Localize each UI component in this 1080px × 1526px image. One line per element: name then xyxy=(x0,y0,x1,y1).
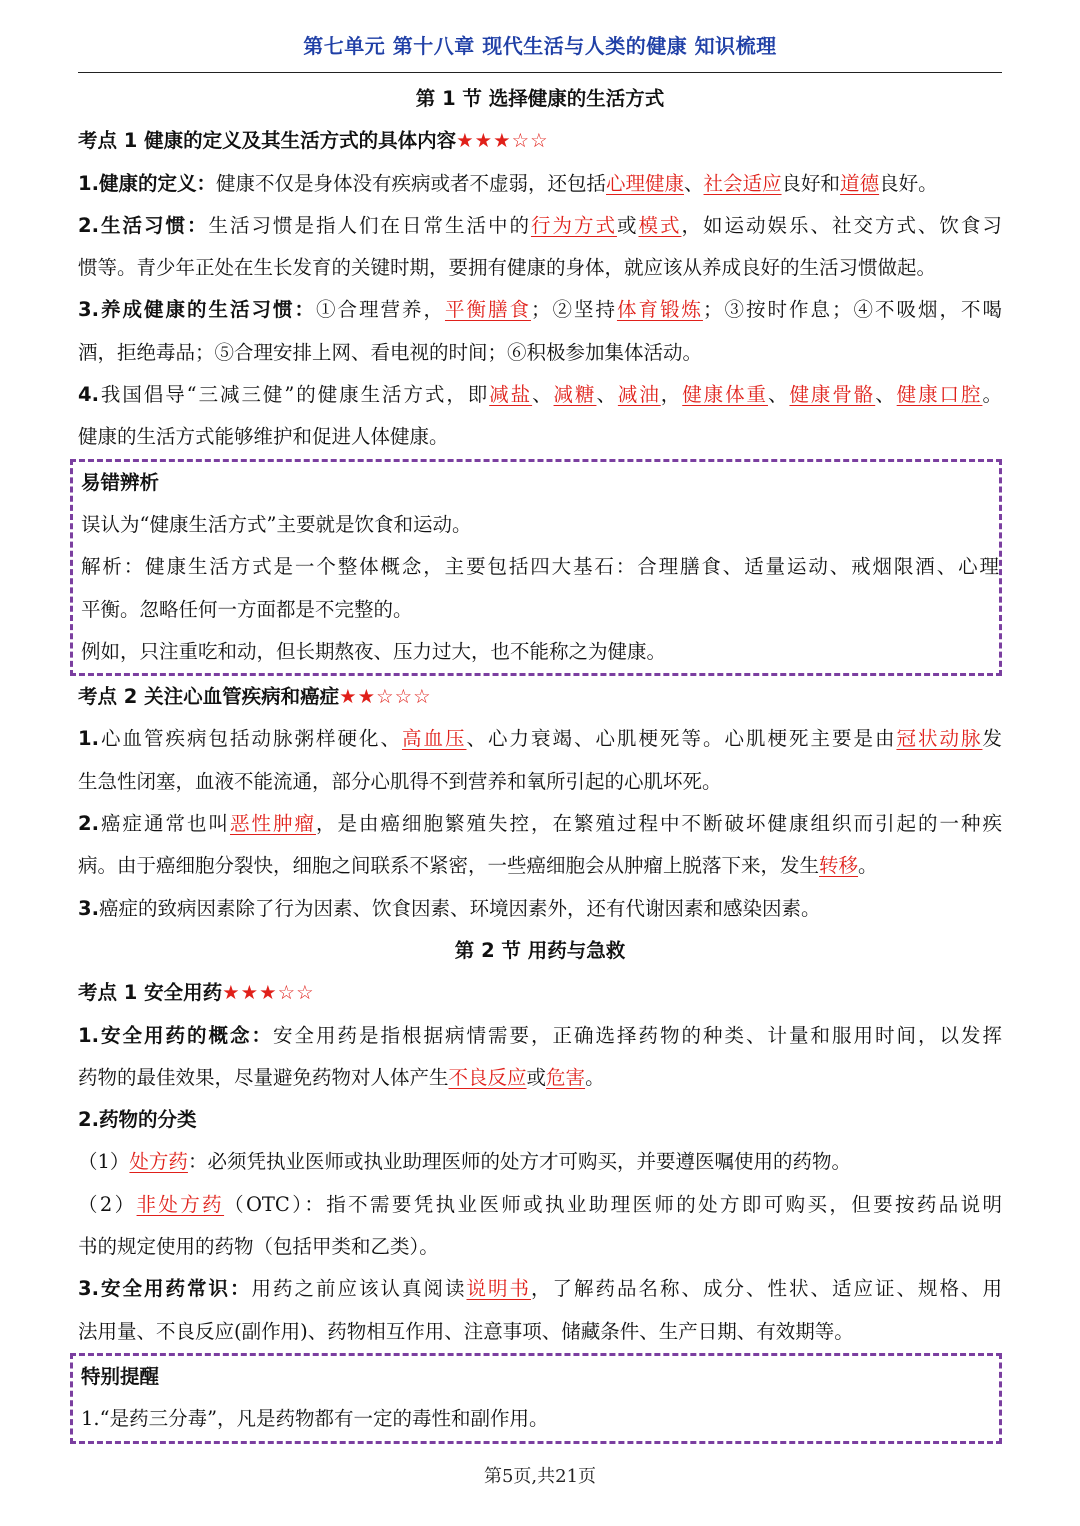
header-divider xyxy=(78,72,1002,73)
text: 、 xyxy=(768,383,790,407)
text: 安全用药是指根据病情需要，正确选择药物的种类、计量和服用时间，以发挥 xyxy=(272,1023,1002,1047)
text: 、 xyxy=(596,383,618,407)
key-term: 减油 xyxy=(617,383,661,407)
text: 生活习惯是指人们在日常生活中的 xyxy=(208,213,531,237)
text: 或 xyxy=(526,1065,547,1089)
text: ，如运动娱乐、社交方式、饮食习 xyxy=(681,213,1002,237)
box-line: 误认为“健康生活方式”主要就是饮食和运动。 xyxy=(81,512,472,536)
term-label: 4. xyxy=(78,383,99,407)
box-line: 解析：健康生活方式是一个整体概念，主要包括四大基石：合理膳食、适量运动、戒烟限酒、心理 xyxy=(81,555,999,579)
text: 心血管疾病包括动脉粥样硬化、 xyxy=(98,727,402,751)
text: 、心力衰竭、心肌梗死等。心肌梗死主要是由 xyxy=(466,727,897,751)
subheading: 2.药物的分类 xyxy=(78,1108,197,1132)
text: 癌症的致病因素除了行为因素、饮食因素、环境因素外，还有代谢因素和感染因素。 xyxy=(98,896,821,920)
text: ，是由癌细胞繁殖失控，在繁殖过程中不断破坏健康组织而引起的一种疾 xyxy=(315,812,1002,836)
paragraph xyxy=(78,888,1002,930)
key-term: 高血压 xyxy=(401,727,467,751)
paragraph-continuation: 生急性闭塞，血液不能流通，部分心肌得不到营养和氧所引起的心肌坏死。 xyxy=(78,769,722,793)
key-term: 冠状动脉 xyxy=(896,727,983,751)
text: ， xyxy=(660,383,683,407)
paragraph xyxy=(78,374,1002,416)
text: ①合理营养， xyxy=(315,298,445,322)
key-term: 平衡膳食 xyxy=(444,298,531,322)
text: 用药之前应该认真阅读 xyxy=(251,1277,467,1301)
text: 或 xyxy=(616,213,639,237)
text: 健康不仅是身体没有疾病或者不虚弱，还包括 xyxy=(215,171,606,195)
term-label: 1. xyxy=(78,727,99,751)
section-title: 第 1 节 选择健康的生活方式 xyxy=(415,87,665,110)
paragraph xyxy=(78,163,1002,205)
key-point-title: 考点 1 健康的定义及其生活方式的具体内容 xyxy=(78,129,457,153)
key-term: 非处方药 xyxy=(136,1192,225,1216)
key-term: 模式 xyxy=(638,213,682,237)
key-term: 减盐 xyxy=(489,383,533,407)
box-line: 例如，只注重吃和动，但长期熬夜、压力过大，也不能称之为健康。 xyxy=(81,639,667,663)
paragraph xyxy=(78,205,1002,247)
paragraph-continuation: 酒，拒绝毒品；⑤合理安排上网、看电视的时间；⑥积极参加集体活动。 xyxy=(78,340,703,364)
key-term: 健康骨骼 xyxy=(789,383,876,407)
paragraph xyxy=(78,289,1002,331)
box-line: 平衡。忽略任何一方面都是不完整的。 xyxy=(81,597,413,621)
text: 癌症通常也叫 xyxy=(98,812,230,836)
text: 。 xyxy=(982,383,1002,407)
key-term: 道德 xyxy=(840,171,880,195)
special-reminder-box xyxy=(70,1353,1002,1444)
paragraph-continuation: 书的规定使用的药物（包括甲类和乙类）。 xyxy=(78,1235,439,1259)
text: ；③按时作息；④不吸烟，不喝 xyxy=(702,298,1002,322)
key-point-title: 考点 2 关注心血管疾病和癌症 xyxy=(78,685,340,709)
term-label: 3.安全用药常识： xyxy=(78,1277,252,1301)
key-term: 不良反应 xyxy=(448,1065,527,1089)
term-label: 2. xyxy=(78,812,99,836)
key-point-title: 考点 1 安全用药 xyxy=(78,981,223,1005)
document-body xyxy=(78,78,1002,1444)
text: 。 xyxy=(585,1065,605,1089)
text: 、 xyxy=(875,383,897,407)
key-term: 社会适应 xyxy=(703,171,782,195)
text: 发 xyxy=(982,727,1002,751)
text: ，了解药品名称、成分、性状、适应证、规格、用 xyxy=(530,1277,1002,1301)
box-line: 1.“是药三分毒”，凡是药物都有一定的毒性和副作用。 xyxy=(81,1407,549,1431)
key-term: 转移 xyxy=(819,854,859,878)
paragraph-continuation: 惯等。青少年正处在生长发育的关键时期，要拥有健康的身体，就应该从养成良好的生活习惯做起。 xyxy=(78,256,937,280)
key-term: 危害 xyxy=(546,1065,586,1089)
text: ；②坚持 xyxy=(530,298,617,322)
term-label: 3. xyxy=(78,896,99,920)
term-label: 2.生活习惯： xyxy=(78,213,209,237)
key-term: 处方药 xyxy=(129,1150,188,1174)
paragraph-continuation: 健康的生活方式能够维护和促进人体健康。 xyxy=(78,425,449,449)
text: 药物的最佳效果，尽量避免药物对人体产生 xyxy=(78,1065,449,1089)
page-header-title: 第七单元 第十八章 现代生活与人类的健康 知识梳理 xyxy=(303,34,777,58)
key-point-heading xyxy=(78,676,1002,718)
star-rating: ★★★☆☆ xyxy=(456,129,549,153)
key-term: 减糖 xyxy=(553,383,597,407)
box-title: 易错辨析 xyxy=(81,470,160,494)
key-term: 健康口腔 xyxy=(896,383,983,407)
list-item xyxy=(78,1184,1002,1226)
paragraph-continuation: 法用量、不良反应(副作用)、药物相互作用、注意事项、储藏条件、生产日期、有效期等。 xyxy=(78,1319,854,1343)
key-term: 说明书 xyxy=(466,1277,531,1301)
star-rating: ★★★☆☆ xyxy=(222,981,315,1005)
key-term: 行为方式 xyxy=(530,213,617,237)
term-label: 1.健康的定义： xyxy=(78,171,216,195)
key-term: 心理健康 xyxy=(606,171,685,195)
box-title: 特别提醒 xyxy=(81,1364,160,1388)
text: 病。由于癌细胞分裂快，细胞之间联系不紧密，一些癌细胞会从肿瘤上脱落下来，发生 xyxy=(78,854,820,878)
text: 。 xyxy=(858,854,878,878)
text: 、 xyxy=(684,171,704,195)
key-point-heading xyxy=(78,120,1002,162)
paragraph-continuation xyxy=(78,1057,1002,1099)
paragraph xyxy=(78,718,1002,760)
list-item xyxy=(78,1141,1002,1183)
key-term: 健康体重 xyxy=(682,383,768,407)
page-number: 第5页,共21页 xyxy=(483,1466,597,1487)
paragraph xyxy=(78,1015,1002,1057)
text: 良好和 xyxy=(781,171,841,195)
star-rating: ★★☆☆☆ xyxy=(339,685,432,709)
key-term: 体育锻炼 xyxy=(616,298,703,322)
text: 我国倡导“三减三健”的健康生活方式，即 xyxy=(98,383,490,407)
key-term: 恶性肿瘤 xyxy=(229,812,316,836)
text: （OTC）：指不需要凭执业医师或执业助理医师的处方即可购买，但要按药品说明 xyxy=(224,1192,1002,1216)
paragraph-continuation xyxy=(78,845,1002,887)
text: 良好。 xyxy=(879,171,938,195)
paragraph xyxy=(78,1268,1002,1310)
term-label: 3.养成健康的生活习惯： xyxy=(78,298,316,322)
item-number: （2） xyxy=(78,1192,137,1216)
term-label: 1.安全用药的概念： xyxy=(78,1023,273,1047)
key-point-heading xyxy=(78,972,1002,1014)
text: ：必须凭执业医师或执业助理医师的处方才可购买，并要遵医嘱使用的药物。 xyxy=(187,1150,851,1174)
item-number: （1） xyxy=(78,1150,130,1174)
section-title: 第 2 节 用药与急救 xyxy=(454,938,626,962)
text: 、 xyxy=(532,383,554,407)
common-mistakes-box xyxy=(70,459,1002,676)
paragraph xyxy=(78,803,1002,845)
